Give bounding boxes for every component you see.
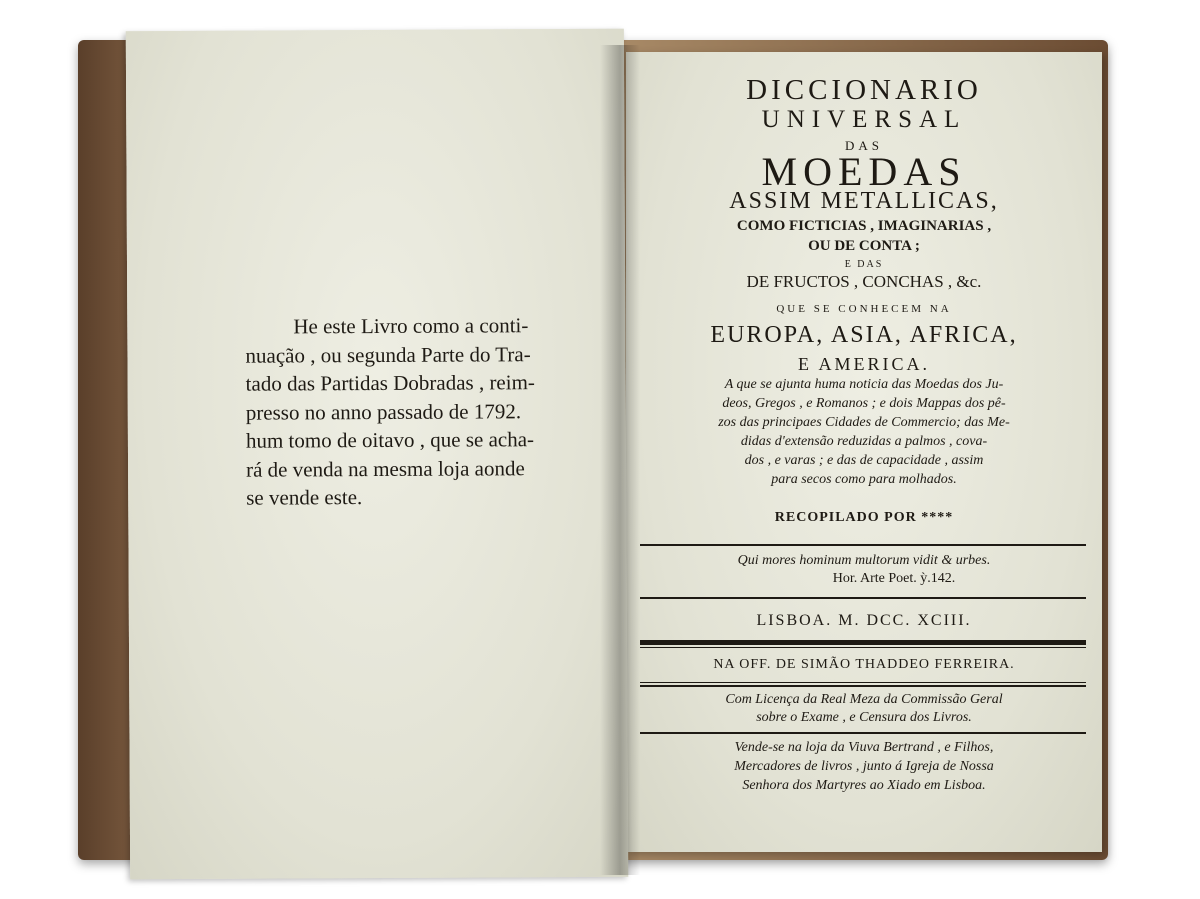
left-page	[126, 29, 628, 880]
rule	[640, 544, 1086, 546]
printer-line: NA OFF. DE SIMÃO THADDEO FERREIRA.	[713, 657, 1015, 672]
license-line: sobre o Exame , e Censura dos Livros.	[756, 710, 972, 725]
double-rule-thin	[640, 647, 1086, 648]
title-line: MOEDAS	[761, 149, 967, 194]
description-line: para secos como para molhados.	[771, 472, 957, 487]
note-line: rá de venda na mesma loja aonde	[246, 455, 525, 482]
title-line: E DAS	[844, 259, 884, 270]
seller-line: Vende-se na loja da Viuva Bertrand , e Filhos,	[734, 740, 994, 755]
spine-shadow	[600, 45, 640, 875]
title-line: EUROPA, ASIA, AFRICA,	[710, 322, 1018, 348]
compiler-line: RECOPILADO POR ****	[774, 510, 954, 525]
rule	[640, 682, 1086, 683]
epigraph-line: Qui mores hominum multorum vidit & urbes.	[737, 553, 991, 568]
title-line: DE FRUCTOS , CONCHAS , &c.	[746, 272, 982, 291]
note-line: nuação , ou segunda Parte do Tra-	[245, 341, 531, 368]
description-line: didas d'extensão reduzidas a palmos , cova-	[740, 434, 988, 449]
publisher-note	[245, 311, 626, 512]
title-line: DICCIONARIO	[746, 74, 982, 106]
note-line: presso no anno passado de 1792.	[245, 398, 522, 425]
description-line: A que se ajunta huma noticia das Moedas dos Ju-	[724, 377, 1004, 392]
description-line: dos , e varas ; e das de capacidade , assim	[744, 453, 984, 468]
seller-line: Mercadores de livros , junto á Igreja de Nossa	[734, 759, 994, 774]
title-line: COMO FICTICIAS , IMAGINARIAS ,	[736, 218, 992, 234]
imprint-place-date: LISBOA. M. DCC. XCIII.	[756, 612, 972, 629]
title-line: E AMERICA.	[797, 354, 930, 374]
title-page	[626, 52, 1102, 852]
rule	[640, 732, 1086, 734]
title-line: QUE SE CONHECEM NA	[776, 303, 952, 315]
note-line: He este Livro como a conti-	[293, 313, 529, 339]
description-line: zos das principaes Cidades de Commercio; das Me-	[718, 415, 1010, 430]
license-line: Com Licença da Real Meza da Commissão Geral	[725, 692, 1003, 707]
epigraph-source: Hor. Arte Poet. ỳ.142.	[832, 571, 956, 586]
note-line: se vende este.	[246, 485, 363, 510]
rule	[640, 597, 1086, 599]
rule	[640, 685, 1086, 687]
description-line: deos, Gregos , e Romanos ; e dois Mappas dos pê-	[722, 396, 1006, 411]
title-line: DAS	[844, 138, 883, 153]
title-line: UNIVERSAL	[761, 106, 967, 133]
double-rule	[640, 640, 1086, 645]
title-line: ASSIM METALLICAS,	[729, 188, 999, 214]
note-line: hum tomo de oitavo , que se acha-	[245, 427, 535, 453]
title-line: OU DE CONTA ;	[808, 238, 920, 254]
seller-line: Senhora dos Martyres ao Xiado em Lisboa.	[742, 778, 986, 793]
note-line: tado das Partidas Dobradas , reim-	[245, 370, 535, 396]
